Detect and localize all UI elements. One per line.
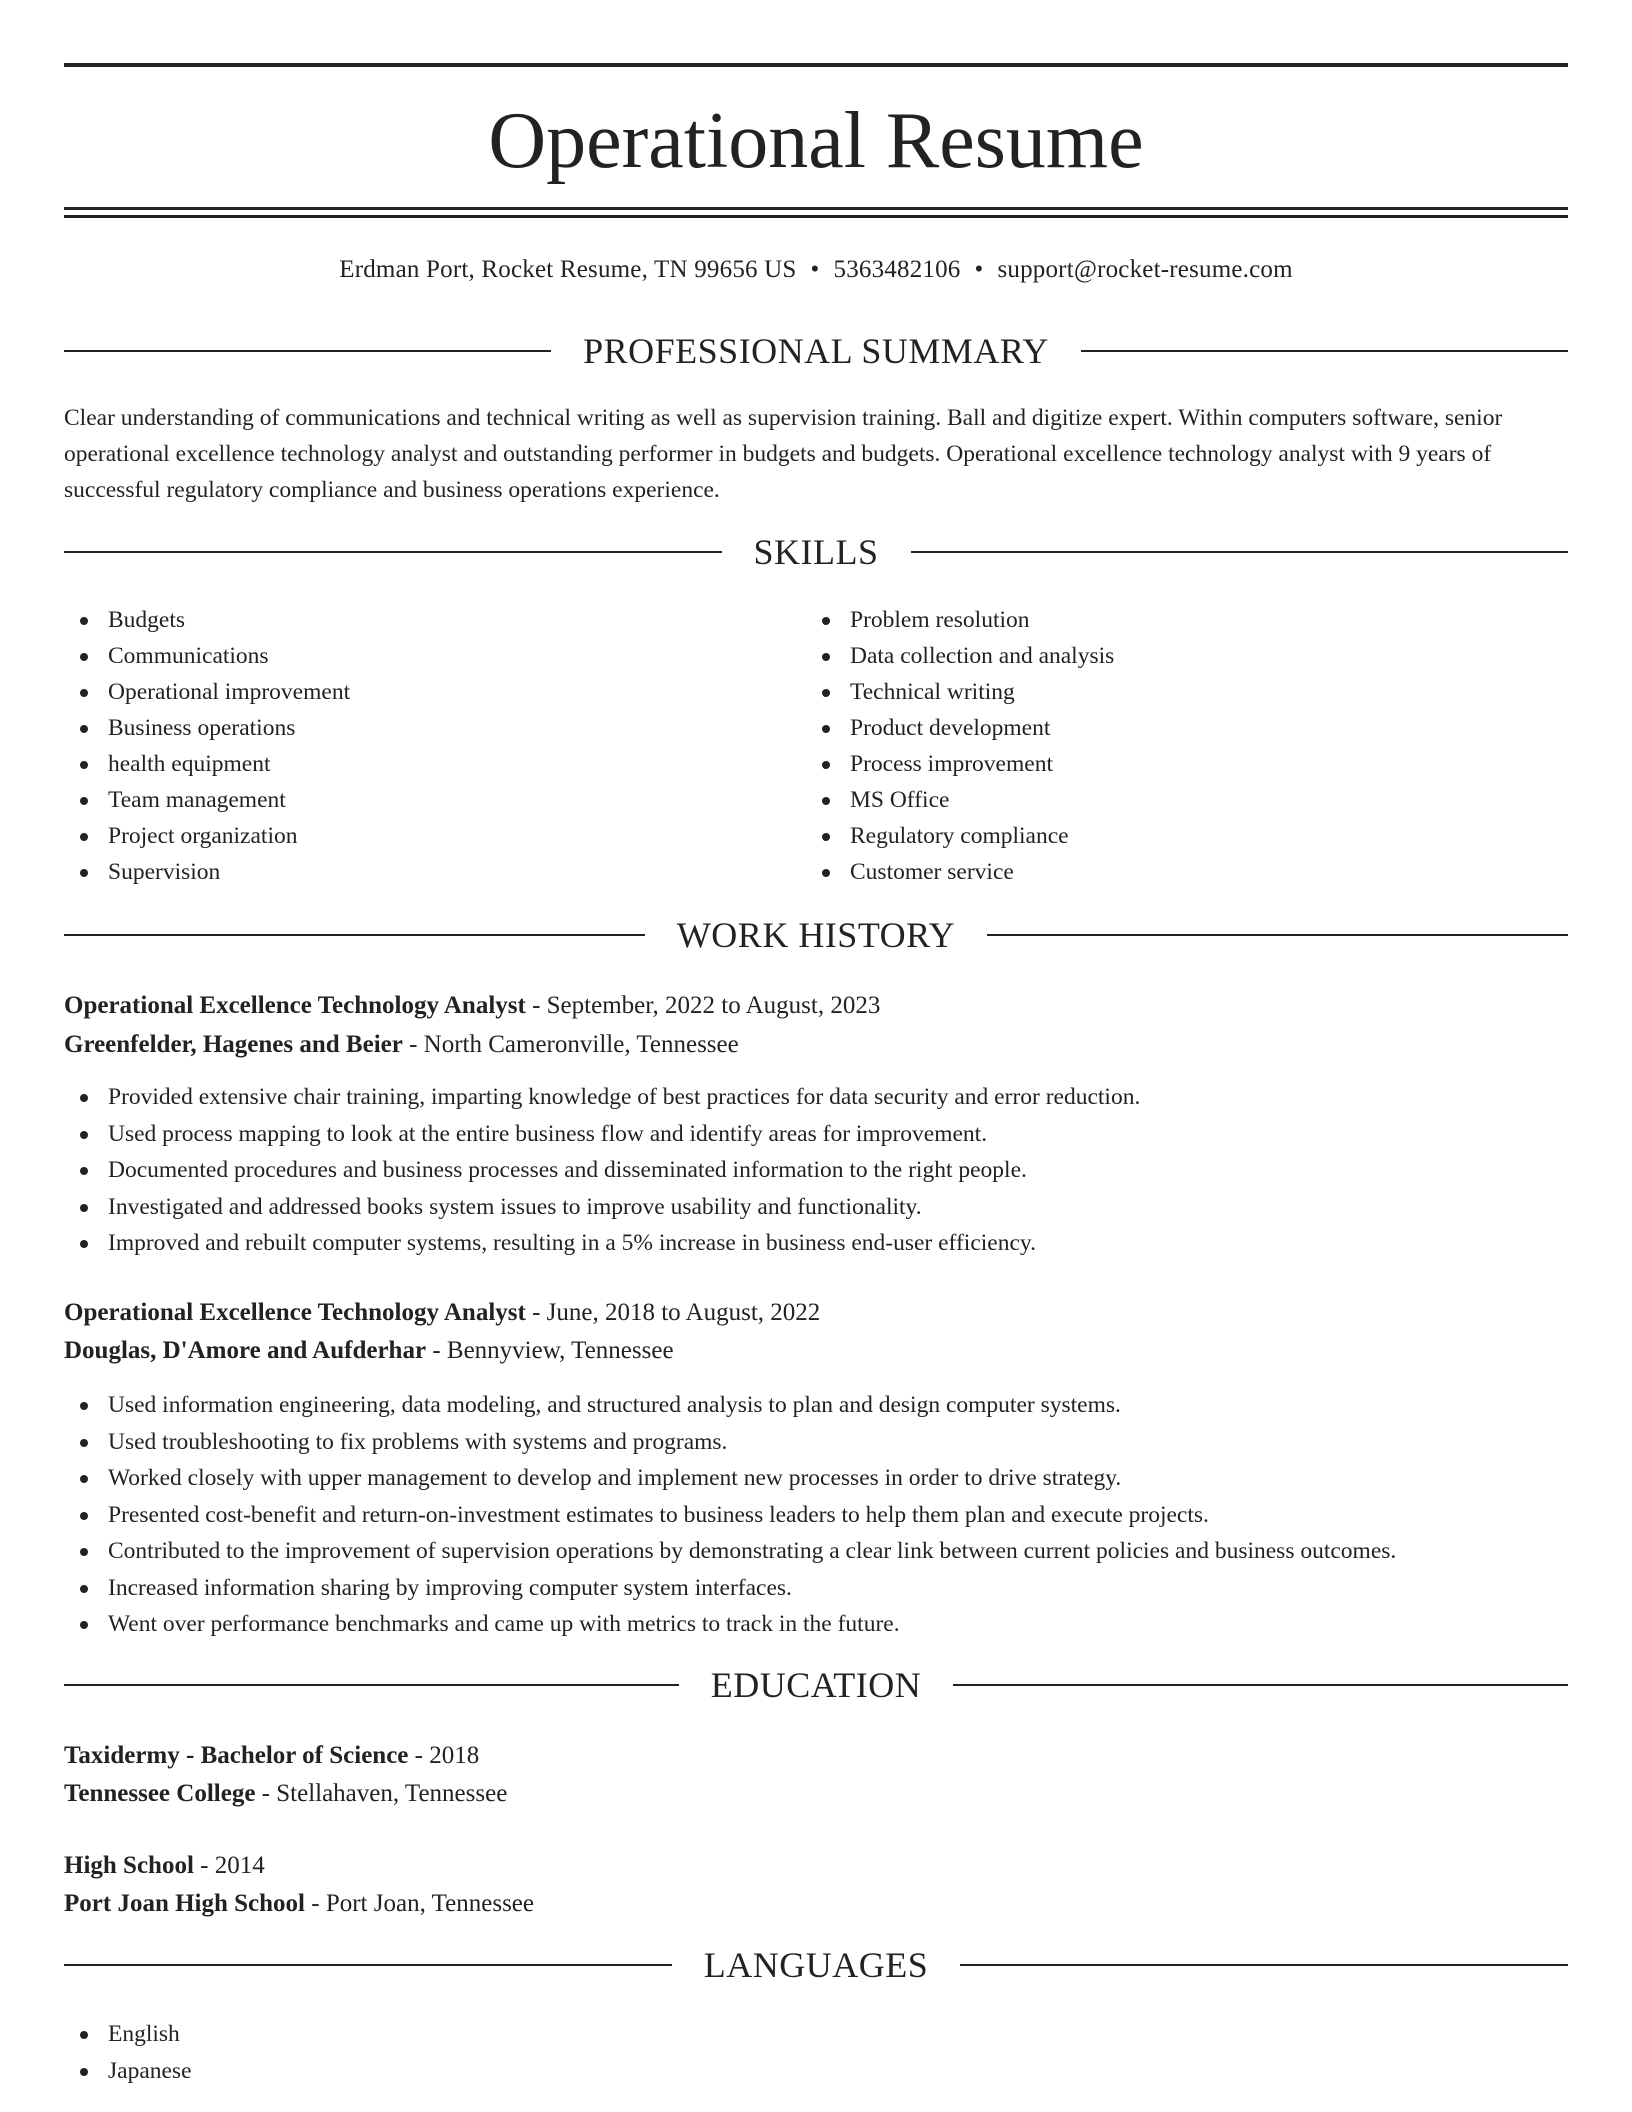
education-location: - Port Joan, Tennessee	[305, 1890, 534, 1917]
divider-line	[960, 1964, 1568, 1966]
contact-address: Erdman Port, Rocket Resume, TN 99656 US	[339, 256, 797, 283]
section-title: EDUCATION	[710, 1665, 922, 1705]
education-degree: Taxidermy - Bachelor of Science	[64, 1742, 409, 1769]
divider-line	[64, 1684, 679, 1686]
skill-item: Business operations	[64, 710, 764, 746]
education-degree-line	[64, 1738, 1568, 1774]
job-bullet: Increased information sharing by improving computer system interfaces.	[64, 1570, 1568, 1607]
skills-list-right	[806, 602, 1506, 890]
resume-title: Operational Resume	[488, 97, 1144, 185]
skill-item: Technical writing	[806, 674, 1506, 710]
section-heading-summary	[64, 331, 1568, 371]
skill-item: Operational improvement	[64, 674, 764, 710]
contact-email: support@rocket-resume.com	[997, 256, 1293, 283]
header-rule-2	[64, 215, 1568, 218]
education-degree-line	[64, 1848, 1568, 1884]
job-title-line	[64, 988, 1568, 1024]
education-school: Port Joan High School	[64, 1890, 305, 1917]
section-title: LANGUAGES	[703, 1945, 929, 1985]
section-heading-languages	[64, 1945, 1568, 1985]
job-bullet: Worked closely with upper management to develop and implement new processes in order to drive strategy.	[64, 1460, 1568, 1497]
job-bullet: Contributed to the improvement of supervision operations by demonstrating a clear link between current policies and business outcomes.	[64, 1533, 1568, 1570]
section-title: PROFESSIONAL SUMMARY	[583, 331, 1049, 371]
education-school: Tennessee College	[64, 1780, 256, 1807]
skill-item: Communications	[64, 638, 764, 674]
skill-item: Supervision	[64, 854, 764, 890]
job-bullets	[64, 1079, 1568, 1262]
job-company: Greenfelder, Hagenes and Beier	[64, 1031, 403, 1058]
job-company: Douglas, D'Amore and Aufderhar	[64, 1337, 427, 1364]
job-bullet: Used process mapping to look at the entire business flow and identify areas for improvement.	[64, 1116, 1568, 1153]
skill-item: Problem resolution	[806, 602, 1506, 638]
job-title: Operational Excellence Technology Analyst	[64, 1299, 526, 1326]
job-bullet: Went over performance benchmarks and came up with metrics to track in the future.	[64, 1606, 1568, 1643]
contact-separator: •	[974, 256, 984, 283]
job-location: - North Cameronville, Tennessee	[402, 1031, 739, 1058]
skill-item: Budgets	[64, 602, 764, 638]
skill-item: Team management	[64, 782, 764, 818]
job-bullet: Investigated and addressed books system issues to improve usability and functionality.	[64, 1189, 1568, 1226]
section-heading-education	[64, 1665, 1568, 1705]
job-bullets	[64, 1387, 1568, 1643]
divider-line	[987, 934, 1568, 936]
divider-line	[953, 1684, 1568, 1686]
languages-list	[64, 2016, 1568, 2089]
divider-line	[1081, 350, 1568, 352]
job-bullet: Provided extensive chair training, imparting knowledge of best practices for data security and error reduction.	[64, 1079, 1568, 1116]
contact-separator: •	[810, 256, 820, 283]
skill-item: Data collection and analysis	[806, 638, 1506, 674]
skill-item: Product development	[806, 710, 1506, 746]
language-item: English	[64, 2016, 1568, 2053]
summary-text: Clear understanding of communications and technical writing as well as supervision training. Ball and digitize expert. Within computers software, senior operational excellence technology analyst and outstanding performer in budgets and budgets. Operational excellence technology analyst with 9 years of successful regulatory compliance and business operations experience.	[64, 405, 1503, 503]
job-bullet: Documented procedures and business processes and disseminated information to the right people.	[64, 1152, 1568, 1189]
section-heading-skills	[64, 532, 1568, 572]
divider-line	[64, 934, 645, 936]
skill-item: health equipment	[64, 746, 764, 782]
divider-line	[64, 551, 722, 553]
language-item: Japanese	[64, 2053, 1568, 2090]
education-year: - 2014	[193, 1852, 265, 1879]
skill-item: Regulatory compliance	[806, 818, 1506, 854]
job-bullet: Used troubleshooting to fix problems with systems and programs.	[64, 1424, 1568, 1461]
section-title: SKILLS	[753, 532, 879, 572]
job-location: - Bennyview, Tennessee	[426, 1337, 674, 1364]
header-top-rule	[64, 63, 1568, 67]
skill-item: Project organization	[64, 818, 764, 854]
job-bullet: Presented cost-benefit and return-on-investment estimates to business leaders to help them plan and execute projects.	[64, 1497, 1568, 1534]
education-year: - 2018	[408, 1742, 480, 1769]
skill-item: Customer service	[806, 854, 1506, 890]
job-company-line	[64, 1027, 1568, 1063]
job-bullet: Used information engineering, data modeling, and structured analysis to plan and design computer systems.	[64, 1387, 1568, 1424]
skill-item: Process improvement	[806, 746, 1506, 782]
divider-line	[64, 350, 551, 352]
job-title-line	[64, 1295, 1568, 1331]
education-school-line	[64, 1886, 1568, 1922]
header-rule-1	[64, 207, 1568, 210]
job-dates: - September, 2022 to August, 2023	[525, 992, 881, 1019]
job-bullet: Improved and rebuilt computer systems, resulting in a 5% increase in business end-user efficiency.	[64, 1225, 1568, 1262]
divider-line	[64, 1964, 672, 1966]
job-company-line	[64, 1333, 1568, 1369]
skills-list-left	[64, 602, 764, 890]
divider-line	[911, 551, 1569, 553]
job-title: Operational Excellence Technology Analyst	[64, 992, 526, 1019]
contact-phone: 5363482106	[833, 256, 961, 283]
skill-item: MS Office	[806, 782, 1506, 818]
education-degree: High School	[64, 1852, 194, 1879]
section-heading-work	[64, 915, 1568, 955]
section-title: WORK HISTORY	[676, 915, 956, 955]
education-location: - Stellahaven, Tennessee	[255, 1780, 508, 1807]
contact-line	[64, 253, 1568, 287]
job-dates: - June, 2018 to August, 2022	[525, 1299, 821, 1326]
education-school-line	[64, 1776, 1568, 1812]
